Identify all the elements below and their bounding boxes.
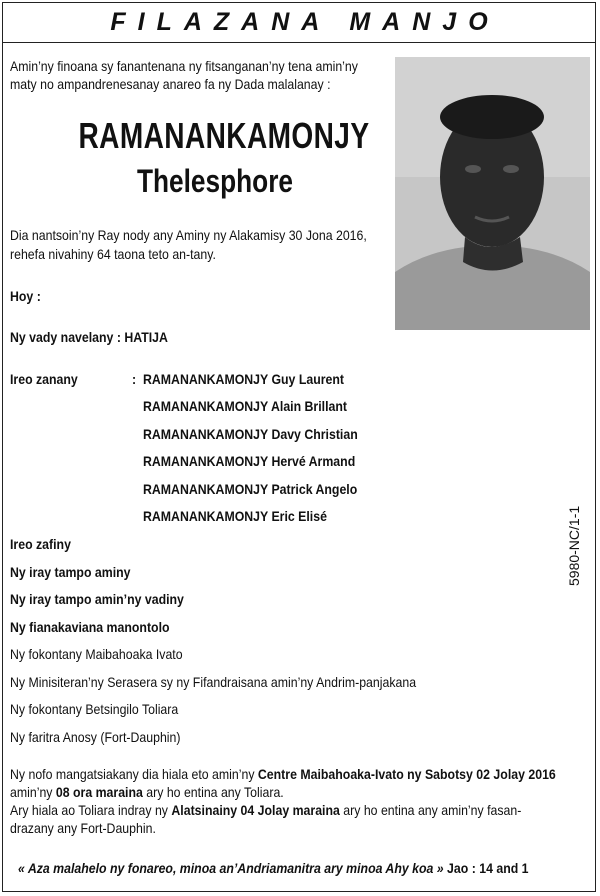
funeral-text: Ny nofo mangatsiakany dia hiala eto amin’ny xyxy=(10,766,258,782)
intro-line-2: maty no ampandrenesanay anareo fa ny Dada malalanay : xyxy=(10,76,331,92)
portrait-photo xyxy=(395,57,590,330)
other-line-3: Ny fokontany Betsingilo Toliara xyxy=(10,701,179,717)
death-notice-line-1: Dia nantsoin’ny Ray nody any Aminy ny Alakamisy 30 Jona 2016, xyxy=(10,227,367,243)
funeral-line-4: drazany any Fort-Dauphin. xyxy=(10,820,156,836)
family-line-3: Ny iray tampo amin’ny vadiny xyxy=(10,591,184,607)
funeral-line-2 xyxy=(10,783,284,801)
reference-code: 5980-NC/1-1 xyxy=(566,505,582,586)
child-name-6: RAMANANKAMONJY Eric Elisé xyxy=(143,508,327,524)
funeral-place-date: Centre Maibahoaka-Ivato ny Sabotsy 02 Jolay 2016 xyxy=(257,766,556,782)
deceased-first-name: Thelesphore xyxy=(136,163,294,199)
family-line-1: Ireo zafiny xyxy=(10,536,71,552)
other-line-1: Ny fokontany Maibahoaka Ivato xyxy=(10,646,183,662)
funeral-text: ary ho entina any Toliara. xyxy=(142,784,284,800)
funeral-line-1 xyxy=(10,765,556,783)
child-name-4: RAMANANKAMONJY Hervé Armand xyxy=(143,453,356,469)
other-line-4: Ny faritra Anosy (Fort-Dauphin) xyxy=(10,729,181,745)
death-notice-line-2: rehefa nivahiny 64 taona teto an-tany. xyxy=(10,246,216,262)
funeral-line-3 xyxy=(10,801,521,819)
funeral-text: ary ho entina any amin’ny fasan- xyxy=(339,802,522,818)
header-bar xyxy=(3,3,595,43)
children-label: Ireo zanany xyxy=(10,371,78,387)
child-name-5: RAMANANKAMONJY Patrick Angelo xyxy=(143,481,358,497)
family-line-4: Ny fianakaviana manontolo xyxy=(10,619,170,635)
other-line-2: Ny Minisiteran’ny Serasera sy ny Fifandraisana amin’ny Andrim-panjakana xyxy=(10,674,417,690)
funeral-time: 08 ora maraina xyxy=(55,784,143,800)
funeral-text: amin’ny xyxy=(10,784,56,800)
family-line-2: Ny iray tampo aminy xyxy=(10,564,131,580)
spouse-line: Ny vady navelany : HATIJA xyxy=(10,329,168,345)
notice-title: FILAZANA MANJO xyxy=(110,8,500,36)
child-name-2: RAMANANKAMONJY Alain Brillant xyxy=(143,398,347,414)
funeral-text: Ary hiala ao Toliara indray ny xyxy=(10,802,172,818)
child-name-1: RAMANANKAMONJY Guy Laurent xyxy=(143,371,345,387)
children-separator: : xyxy=(132,371,137,387)
deceased-surname: RAMANANKAMONJY xyxy=(78,115,370,156)
intro-line-1: Amin’ny finoana sy fanantenana ny fitsanganan’ny tena amin’ny xyxy=(10,58,358,74)
footer-quote-line xyxy=(18,860,529,876)
hoy-label: Hoy : xyxy=(10,288,41,304)
bible-quote: « Aza malahelo ny fonareo, minoa an’Andriamanitra ary minoa Ahy koa » xyxy=(18,860,444,876)
funeral-departure-date: Alatsinainy 04 Jolay maraina xyxy=(171,802,340,818)
portrait-silhouette-icon xyxy=(395,57,590,330)
child-name-3: RAMANANKAMONJY Davy Christian xyxy=(143,426,358,442)
bible-verse: Jao : 14 and 1 xyxy=(443,860,529,876)
